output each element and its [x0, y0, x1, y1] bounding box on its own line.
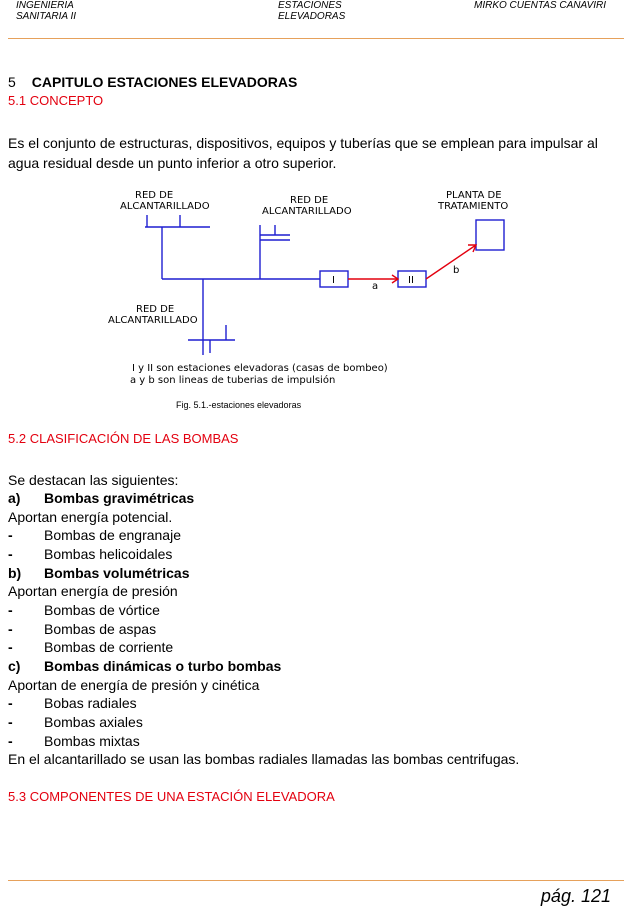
- label-network-2-line1: RED DE: [290, 195, 329, 206]
- bullet-dash: -: [8, 546, 13, 562]
- classification-intro: Se destacan las siguientes:: [8, 472, 179, 488]
- label-station-1: I: [332, 275, 335, 286]
- section-5-1-heading: [8, 92, 103, 110]
- group-a-item: Bombas helicoidales: [44, 546, 173, 562]
- chapter-number: 5: [8, 74, 16, 90]
- bullet-dash: -: [8, 733, 13, 749]
- section-5-3-number: 5.3: [8, 789, 27, 804]
- diagram-legend-2: a y b son lineas de tuberias de impulsión: [130, 375, 336, 386]
- group-c-item: Bombas mixtas: [44, 733, 140, 749]
- label-network-1-line2: ALCANTARILLADO: [120, 201, 210, 212]
- label-line-a: a: [372, 281, 379, 292]
- bullet-dash: -: [8, 621, 13, 637]
- label-line-b: b: [453, 265, 460, 276]
- chapter-heading: [8, 73, 297, 91]
- group-b-desc: Aportan energía de presión: [8, 583, 178, 599]
- bullet-dash: -: [8, 639, 13, 655]
- label-network-3-line2: ALCANTARILLADO: [108, 315, 198, 326]
- bullet-dash: -: [8, 695, 13, 711]
- group-c-item: Bombas axiales: [44, 714, 143, 730]
- figure-caption: Fig. 5.1.-estaciones elevadoras: [176, 400, 302, 410]
- label-network-1-line1: RED DE: [135, 190, 174, 201]
- treatment-plant-box: [476, 220, 504, 250]
- group-c-letter: c): [8, 658, 21, 674]
- group-c-item: Bobas radiales: [44, 695, 137, 711]
- group-b-title: Bombas volumétricas: [44, 565, 190, 581]
- chapter-title: CAPITULO ESTACIONES ELEVADORAS: [31, 74, 298, 90]
- section-5-1-number: 5.1: [8, 93, 27, 108]
- bullet-dash: -: [8, 602, 13, 618]
- bullet-dash: -: [8, 714, 13, 730]
- label-plant-line1: PLANTA DE: [446, 190, 502, 201]
- header-course-line1: INGENIERIA: [16, 0, 74, 11]
- section-5-1-title: CONCEPTO: [29, 93, 104, 108]
- header-author: MIRKO CUENTAS CANAVIRI: [474, 0, 607, 11]
- header-course-line2: SANITARIA II: [16, 11, 77, 22]
- concept-paragraph: Es el conjunto de estructuras, dispositivos, equipos y tuberías que se emplean para impulsar al agua residual desde un punto inferior a otro superior.: [8, 135, 598, 171]
- diagram-legend-1: I y II son estaciones elevadoras (casas de bombeo): [132, 363, 388, 374]
- group-a-letter: a): [8, 490, 21, 506]
- section-5-2-number: 5.2: [8, 431, 27, 446]
- header-topic-line1: ESTACIONES: [278, 0, 342, 11]
- group-b-letter: b): [8, 565, 22, 581]
- section-5-3-heading: [8, 788, 335, 806]
- closing-sentence: En el alcantarillado se usan las bombas radiales llamadas las bombas centrifugas.: [8, 751, 520, 767]
- group-c-title: Bombas dinámicas o turbo bombas: [44, 658, 282, 674]
- impulsion-line-b: [426, 245, 476, 279]
- page-number: pág. 121: [540, 886, 611, 906]
- group-c-desc: Aportan de energía de presión y cinética: [8, 677, 260, 693]
- label-plant-line2: TRATAMIENTO: [438, 201, 509, 212]
- section-5-2-title: CLASIFICACIÓN DE LAS BOMBAS: [29, 431, 239, 446]
- group-a-desc: Aportan energía potencial.: [8, 509, 173, 525]
- section-5-3-title: COMPONENTES DE UNA ESTACIÓN ELEVADORA: [29, 789, 335, 804]
- group-a-title: Bombas gravimétricas: [44, 490, 195, 506]
- bullet-dash: -: [8, 527, 13, 543]
- section-5-2-heading: [8, 430, 238, 448]
- header-topic-line2: ELEVADORAS: [278, 11, 346, 22]
- label-network-2-line2: ALCANTARILLADO: [262, 206, 352, 217]
- stations-diagram: [100, 185, 530, 390]
- group-b-item: Bombas de vórtice: [44, 602, 160, 618]
- header-rule: [8, 38, 624, 39]
- group-a-item: Bombas de engranaje: [44, 527, 181, 543]
- label-station-2: II: [408, 275, 414, 286]
- footer-rule: [8, 880, 624, 881]
- label-network-3-line1: RED DE: [136, 304, 175, 315]
- group-b-item: Bombas de aspas: [44, 621, 157, 637]
- group-b-item: Bombas de corriente: [44, 639, 174, 655]
